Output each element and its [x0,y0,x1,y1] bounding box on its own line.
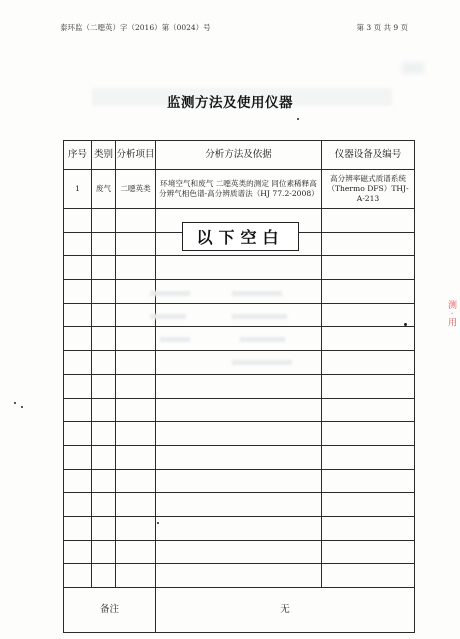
header-seq: 序号 [64,141,92,170]
bleed-through-text [232,291,282,296]
empty-row [64,516,415,540]
ink-speck [21,406,23,408]
methods-table [63,140,415,633]
empty-row [64,398,415,422]
bleed-through-text [240,337,285,342]
cell-instrument [322,170,415,209]
empty-row [64,374,415,398]
ink-speck [14,402,16,404]
empty-row [64,327,415,351]
document-number: 泰环监（二噁英）字（2016）第（0024）号 [60,23,211,32]
header-item: 分析项目 [116,141,156,170]
ink-speck [297,118,299,120]
table-row [64,170,415,209]
page-indicator: 第 3 页 共 9 页 [356,23,408,32]
page-title: 监测方法及使用仪器 [167,95,293,111]
table-header-row [64,141,415,170]
method-text: 环境空气和废气 二噁英类的测定 同位素稀释高分辨气相色谱-高分辨质谱法（HJ 77.2-2008） [159,179,319,198]
bleed-through-text [232,360,292,365]
cell-method [156,170,322,209]
empty-row [64,445,415,469]
empty-row [64,540,415,564]
remark-value: 无 [156,588,415,633]
remark-label: 备注 [64,588,156,633]
ink-speck [404,323,407,326]
blank-below-stamp: 以下空白 [182,222,299,251]
empty-row [64,422,415,446]
cell-seq: 1 [64,170,92,209]
header-category: 类别 [92,141,116,170]
empty-row [64,564,415,588]
header-instrument: 仪器设备及编号 [322,141,415,170]
ink-speck [157,522,159,524]
instrument-text: 高分辨率磁式质谱系统（Thermo DFS）THJ-A-213 [327,174,409,203]
bleed-through-text [232,314,287,319]
bleed-through-mark [402,62,424,74]
header-method: 分析方法及依据 [156,141,322,170]
empty-row [64,493,415,517]
cell-item: 二噁英类 [116,170,156,209]
empty-row [64,256,415,280]
bleed-through-text [160,337,190,342]
bleed-through-text [150,314,186,319]
remark-row [64,588,415,633]
cell-category: 废气 [92,170,116,209]
empty-row [64,469,415,493]
red-seal-stamp: 测 · 用 [446,300,456,327]
bleed-through-text [150,291,190,296]
